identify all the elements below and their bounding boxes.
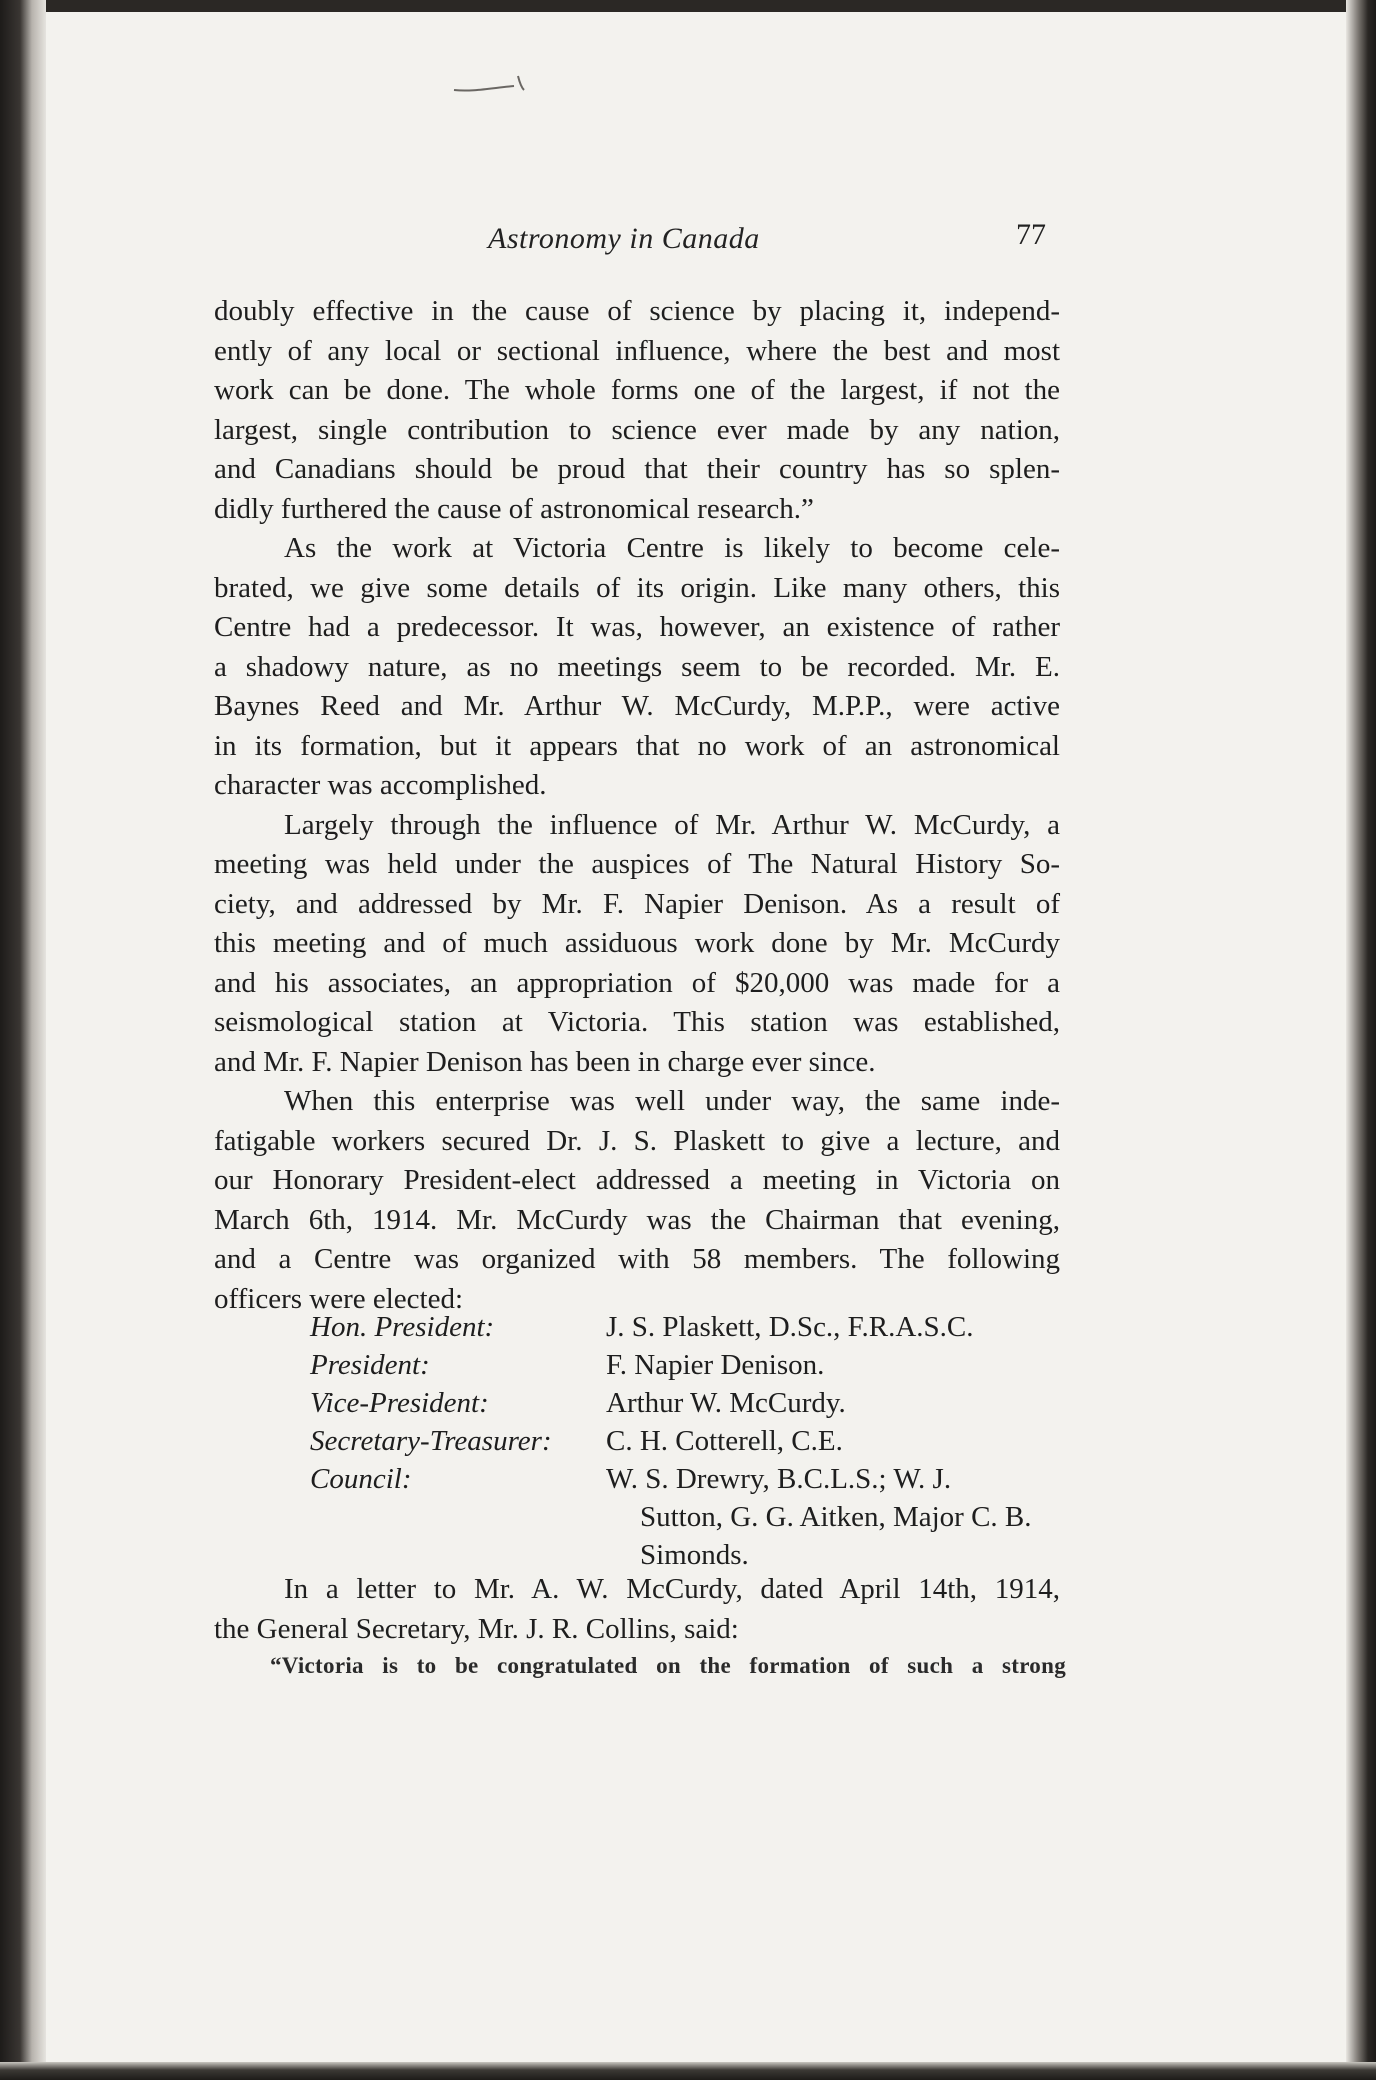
paragraph-1: [214, 292, 1060, 529]
officer-role: Hon. President:: [310, 1311, 495, 1343]
scan-edge-bottom: [0, 2062, 1376, 2080]
officer-name: Arthur W. McCurdy.: [606, 1387, 846, 1419]
text-line: work can be done. The whole forms one of the largest, if not the: [214, 374, 1060, 406]
officer-role: Vice-President:: [310, 1387, 489, 1419]
text-line: our Honorary President-elect addressed a meeting in Victoria on: [214, 1164, 1060, 1196]
text-line: seismological station at Victoria. This station was established,: [214, 1006, 1060, 1038]
officer-row: [310, 1308, 1070, 1346]
council-continuation: Simonds.: [640, 1539, 749, 1571]
text-line: Baynes Reed and Mr. Arthur W. McCurdy, M.P.P., were active: [214, 690, 1060, 722]
text-line: this meeting and of much assiduous work done by Mr. McCurdy: [214, 927, 1060, 959]
text-line: When this enterprise was well under way, the same inde-: [284, 1085, 1060, 1117]
council-continuation: Sutton, G. G. Aitken, Major C. B.: [640, 1501, 1032, 1533]
officer-role: Council:: [310, 1463, 412, 1495]
paragraph-2: [214, 529, 1060, 806]
text-line: and his associates, an appropriation of $20,000 was made for a: [214, 966, 1060, 999]
text-line: ently of any local or sectional influence, where the best and most: [214, 334, 1060, 367]
text-line: Largely through the influence of Mr. Arthur W. McCurdy, a: [284, 808, 1060, 841]
officer-row: [310, 1460, 1070, 1498]
text-line: character was accomplished.: [214, 769, 547, 801]
page-number: 77: [1016, 218, 1046, 251]
pencil-mark: [452, 74, 542, 94]
closing-paragraph: [214, 1570, 1060, 1649]
scan-edge-right: [1346, 0, 1376, 2080]
page-header: [0, 218, 1376, 262]
officer-role: President:: [310, 1349, 430, 1381]
text-line: largest, single contribution to science ever made by any nation,: [214, 413, 1060, 446]
paragraph-4: [214, 1082, 1060, 1319]
officers-list: [310, 1308, 1070, 1574]
text-line: the General Secretary, Mr. J. R. Collins, said:: [214, 1612, 739, 1645]
text-line: As the work at Victoria Centre is likely to become cele-: [284, 532, 1060, 564]
text-line: in its formation, but it appears that no work of an astronomical: [214, 729, 1060, 762]
officer-row: [310, 1346, 1070, 1384]
scan-edge-top: [0, 0, 1376, 12]
text-line: brated, we give some details of its origin. Like many others, this: [214, 571, 1060, 604]
quote-start: “Victoria is to be congratulated on the formation of such a strong: [270, 1653, 1066, 1678]
text-line: fatigable workers secured Dr. J. S. Plaskett to give a lecture, and: [214, 1124, 1060, 1157]
text-line: didly furthered the cause of astronomical research.”: [214, 492, 814, 525]
text-line: March 6th, 1914. Mr. McCurdy was the Chairman that evening,: [214, 1203, 1060, 1236]
officer-row: [310, 1422, 1070, 1460]
text-line: and Mr. F. Napier Denison has been in charge ever since.: [214, 1045, 876, 1078]
text-line: In a letter to Mr. A. W. McCurdy, dated April 14th, 1914,: [284, 1573, 1060, 1605]
scan-edge-left: [0, 0, 46, 2080]
text-line: ciety, and addressed by Mr. F. Napier Denison. As a result of: [214, 887, 1060, 920]
paragraph-3: [214, 806, 1060, 1083]
officer-name: W. S. Drewry, B.C.L.S.; W. J.: [606, 1463, 952, 1495]
text-line: Centre had a predecessor. It was, however, an existence of rather: [214, 611, 1060, 643]
officer-name: C. H. Cotterell, C.E.: [606, 1425, 843, 1457]
text-line: and a Centre was organized with 58 members. The following: [214, 1243, 1060, 1275]
officer-role: Secretary-Treasurer:: [310, 1425, 552, 1457]
text-line: a shadowy nature, as no meetings seem to be recorded. Mr. E.: [214, 650, 1060, 683]
officer-name: F. Napier Denison.: [606, 1349, 825, 1381]
running-title: Astronomy in Canada: [488, 222, 760, 255]
officer-row: [310, 1384, 1070, 1422]
text-line: officers were elected:: [214, 1282, 464, 1315]
text-line: doubly effective in the cause of science by placing it, independ-: [214, 295, 1060, 327]
main-text: [214, 292, 1060, 1319]
text-line: and Canadians should be proud that their country has so splen-: [214, 453, 1060, 485]
text-line: meeting was held under the auspices of The Natural History So-: [214, 848, 1060, 880]
officer-name: J. S. Plaskett, D.Sc., F.R.A.S.C.: [606, 1311, 974, 1343]
